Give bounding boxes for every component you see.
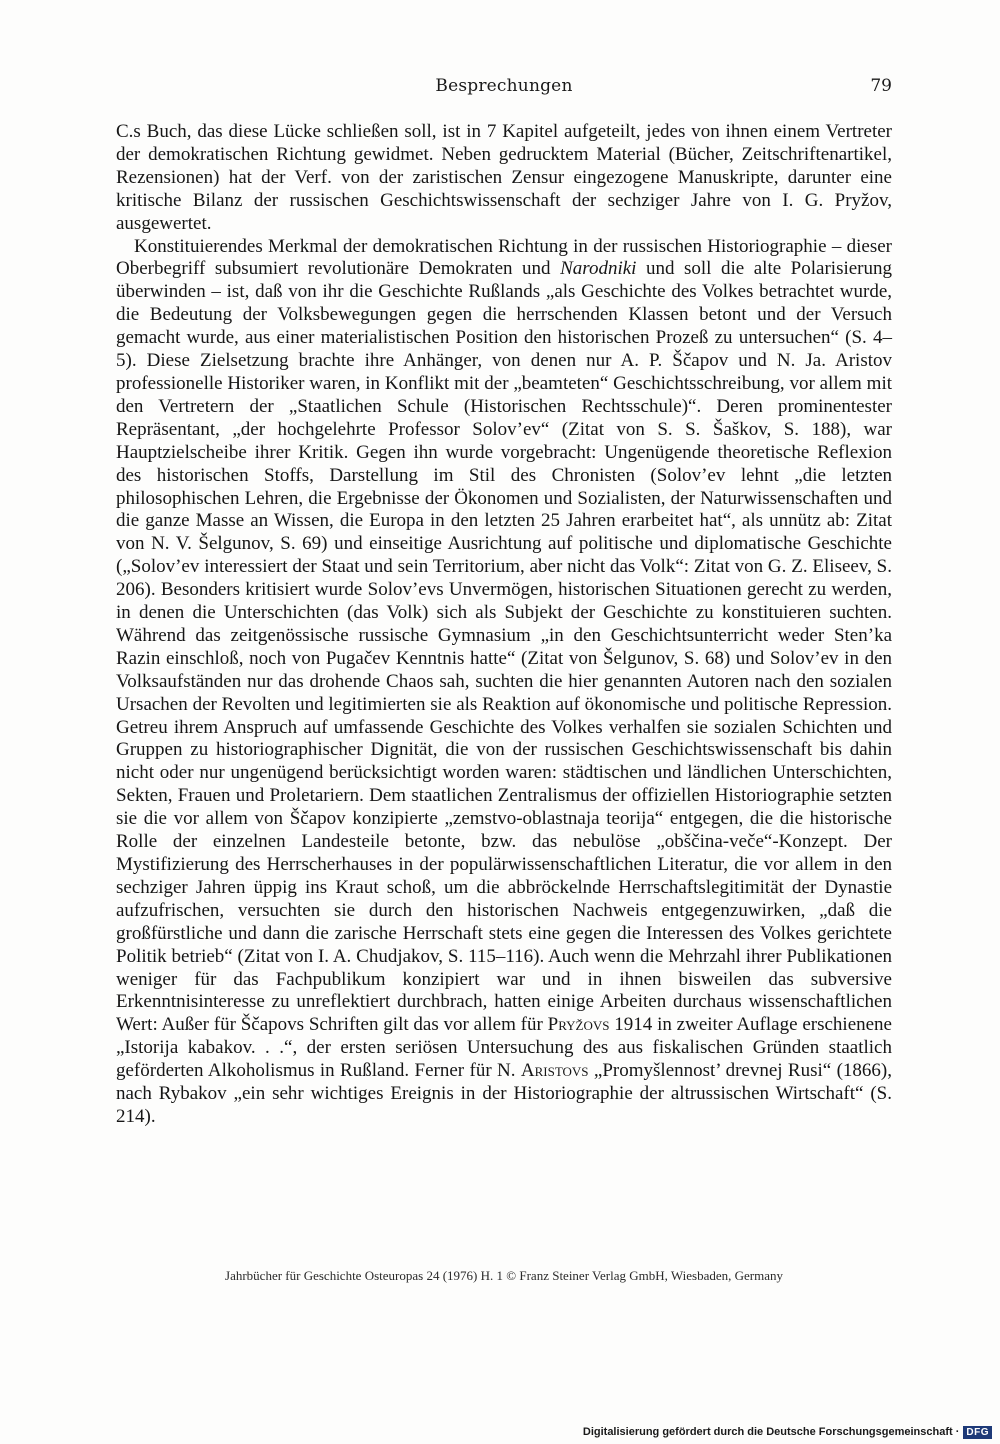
paragraph [116, 236, 892, 1129]
page-number: 79 [870, 76, 892, 96]
article-body [116, 121, 892, 1129]
section-title: Besprechungen [435, 76, 573, 96]
running-head [116, 76, 892, 102]
italic-term: Narodniki [560, 258, 637, 280]
digitization-text: Digitalisierung gefördert durch die Deutsche Forschungsgemeinschaft · [582, 1426, 960, 1438]
text-run: 1914 in zweiter Auflage erschienene „Istorija kabakov. . .“, der ersten seriösen Untersuchung des aus fiskalischen Gründen staatlich geförderten Alkoholismus in Rußland. Ferner für N. [116, 1014, 892, 1082]
small-caps-name: Pryžovs [547, 1014, 610, 1036]
text-run: und soll die alte Polarisierung überwinden – ist, daß von ihr die Geschichte Rußlands „als Geschichte des Volkes betrachtet wurde, die Bedeutung der Volksbewegungen gegen die herrschenden Klassen betont und der Versuch gemacht wurde, aus einer materialistischen Position den historischen Prozeß zu untersuchen“ (S. 4–5). Diese Zielsetzung brachte ihre Anhänger, von denen nur A. P. Ščapov und N. Ja. Aristov professionelle Historiker waren, in Konflikt mit der „beamteten“ Geschichtsschreibung, vor allem mit den Vertretern der „Staatlichen Schule (Historischen Rechtsschule)“. Deren prominentester Repräsentant, „der hochgelehrte Professor Solov’ev“ (Zitat von S. S. Šaškov, S. 188), war Hauptzielscheibe ihrer Kritik. Gegen ihn wurde vorgebracht: Ungenügende theoretische Reflexion des historischen Stoffs, Darstellung im Stil des Chronisten (Solov’ev lehnt „die letzten philosophischen Lehren, die Ergebnisse der Ökonomen und Sozialisten, der Naturwissenschaften und die ganze Masse an Wissen, die Europa in den letzten 25 Jahren erarbeitet hat“, als unnütz ab: Zitat von N. V. Šelgunov, S. 69) und einseitige Ausrichtung auf politische und diplomatische Geschichte („Solov’ev interessiert der Staat und sein Territorium, aber nicht das Volk“: Zitat von G. Z. Eliseev, S. 206). Besonders kritisiert wurde Solov’evs Unvermögen, historischen Situationen gerecht zu werden, in denen die Unterschichten (das Volk) sich als Subjekt der Geschichte zu konstituieren suchten. Während das zeitgenössische russische Gymnasium „in den Geschichtsunterricht weder Sten’ka Razin einschloß, noch von Pugačev Kenntnis hatte“ (Zitat von Šelgunov, S. 68) und Solov’ev in den Volksaufständen nur das drohende Chaos sah, suchten die hier genannten Autoren nach den sozialen Ursachen der Revolten und legitimierten sie als Reaktion auf ökonomische und politische Repression. Getreu ihrem Anspruch auf umfassende Geschichte des Volkes verhalfen sie sozialen Schichten und Gruppen zu historiographischer Dignität, die von der russischen Geschichtswissenschaft bis dahin nicht oder nur ungenügend berücksichtigt worden waren: städtischen und ländlichen Unterschichten, Sekten, Frauen und Proletariern. Dem staatlichen Zentralismus der offiziellen Historiographie setzten sie die vor allem von Ščapov konzipierte „zemstvo-oblastnaja teorija“ entgegen, die die historische Rolle der einzelnen Landesteile betonte, bzw. das nebulöse „obščina-veče“-Konzept. Der Mystifizierung des Herrscherhauses in der populärwissenschaftlichen Literatur, die vor allem in den sechziger Jahren üppig ins Kraut schoß, um die abbröckelnde Herrschaftslegitimität der Dynastie aufzufrischen, versuchten sie durch den historischen Nachweis entgegenzuwirken, „daß die großfürstliche und dann die zarische Herrschaft stets eine gegen die Interessen des Volkes gerichtete Politik betrieb“ (Zitat von I. A. Chudjakov, S. 115–116). Auch wenn die Mehrzahl ihrer Publikationen weniger für das Fachpublikum konzipiert war und in ihnen bisweilen das subversive Erkenntnisinteresse zu unreflektiert durchbrach, hatten einige Arbeiten durchaus wissenschaftlichen Wert: Außer für Ščapovs Schriften gilt das vor allem für [116, 258, 892, 1036]
paragraph [116, 121, 892, 236]
dfg-logo: DFG [963, 1426, 992, 1439]
digitization-note [583, 1424, 992, 1440]
text-run: „Promyšlennost’ drevnej Rusi“ (1866), nach Rybakov „ein sehr wichtiges Ereignis in der Historiographie der altrussischen Wirtschaft“ (S. 214). [116, 1060, 892, 1127]
small-caps-name: Aristovs [520, 1060, 589, 1082]
text-run: C.s Buch, das diese Lücke schließen soll, ist in 7 Kapitel aufgeteilt, jedes von ihnen einem Vertreter der demokratischen Richtung gewidmet. Neben gedrucktem Material (Bücher, Zeitschriftenartikel, Rezensionen) hat der Verf. von der zaristischen Zensur eingezogene Manuskripte, darunter eine kritische Bilanz der russischen Geschichtswissenschaft der sechziger Jahre von I. G. Pryžov, ausgewertet. [116, 121, 892, 234]
text-run: Konstituierendes Merkmal der demokratischen Richtung in der russischen Historiographie – dieser Oberbegriff subsumiert revolutionäre Demokraten und [116, 235, 892, 280]
journal-footer: Jahrbücher für Geschichte Osteuropas 24 (1976) H. 1 © Franz Steiner Verlag GmbH, Wiesbaden, Germany [225, 1268, 783, 1283]
